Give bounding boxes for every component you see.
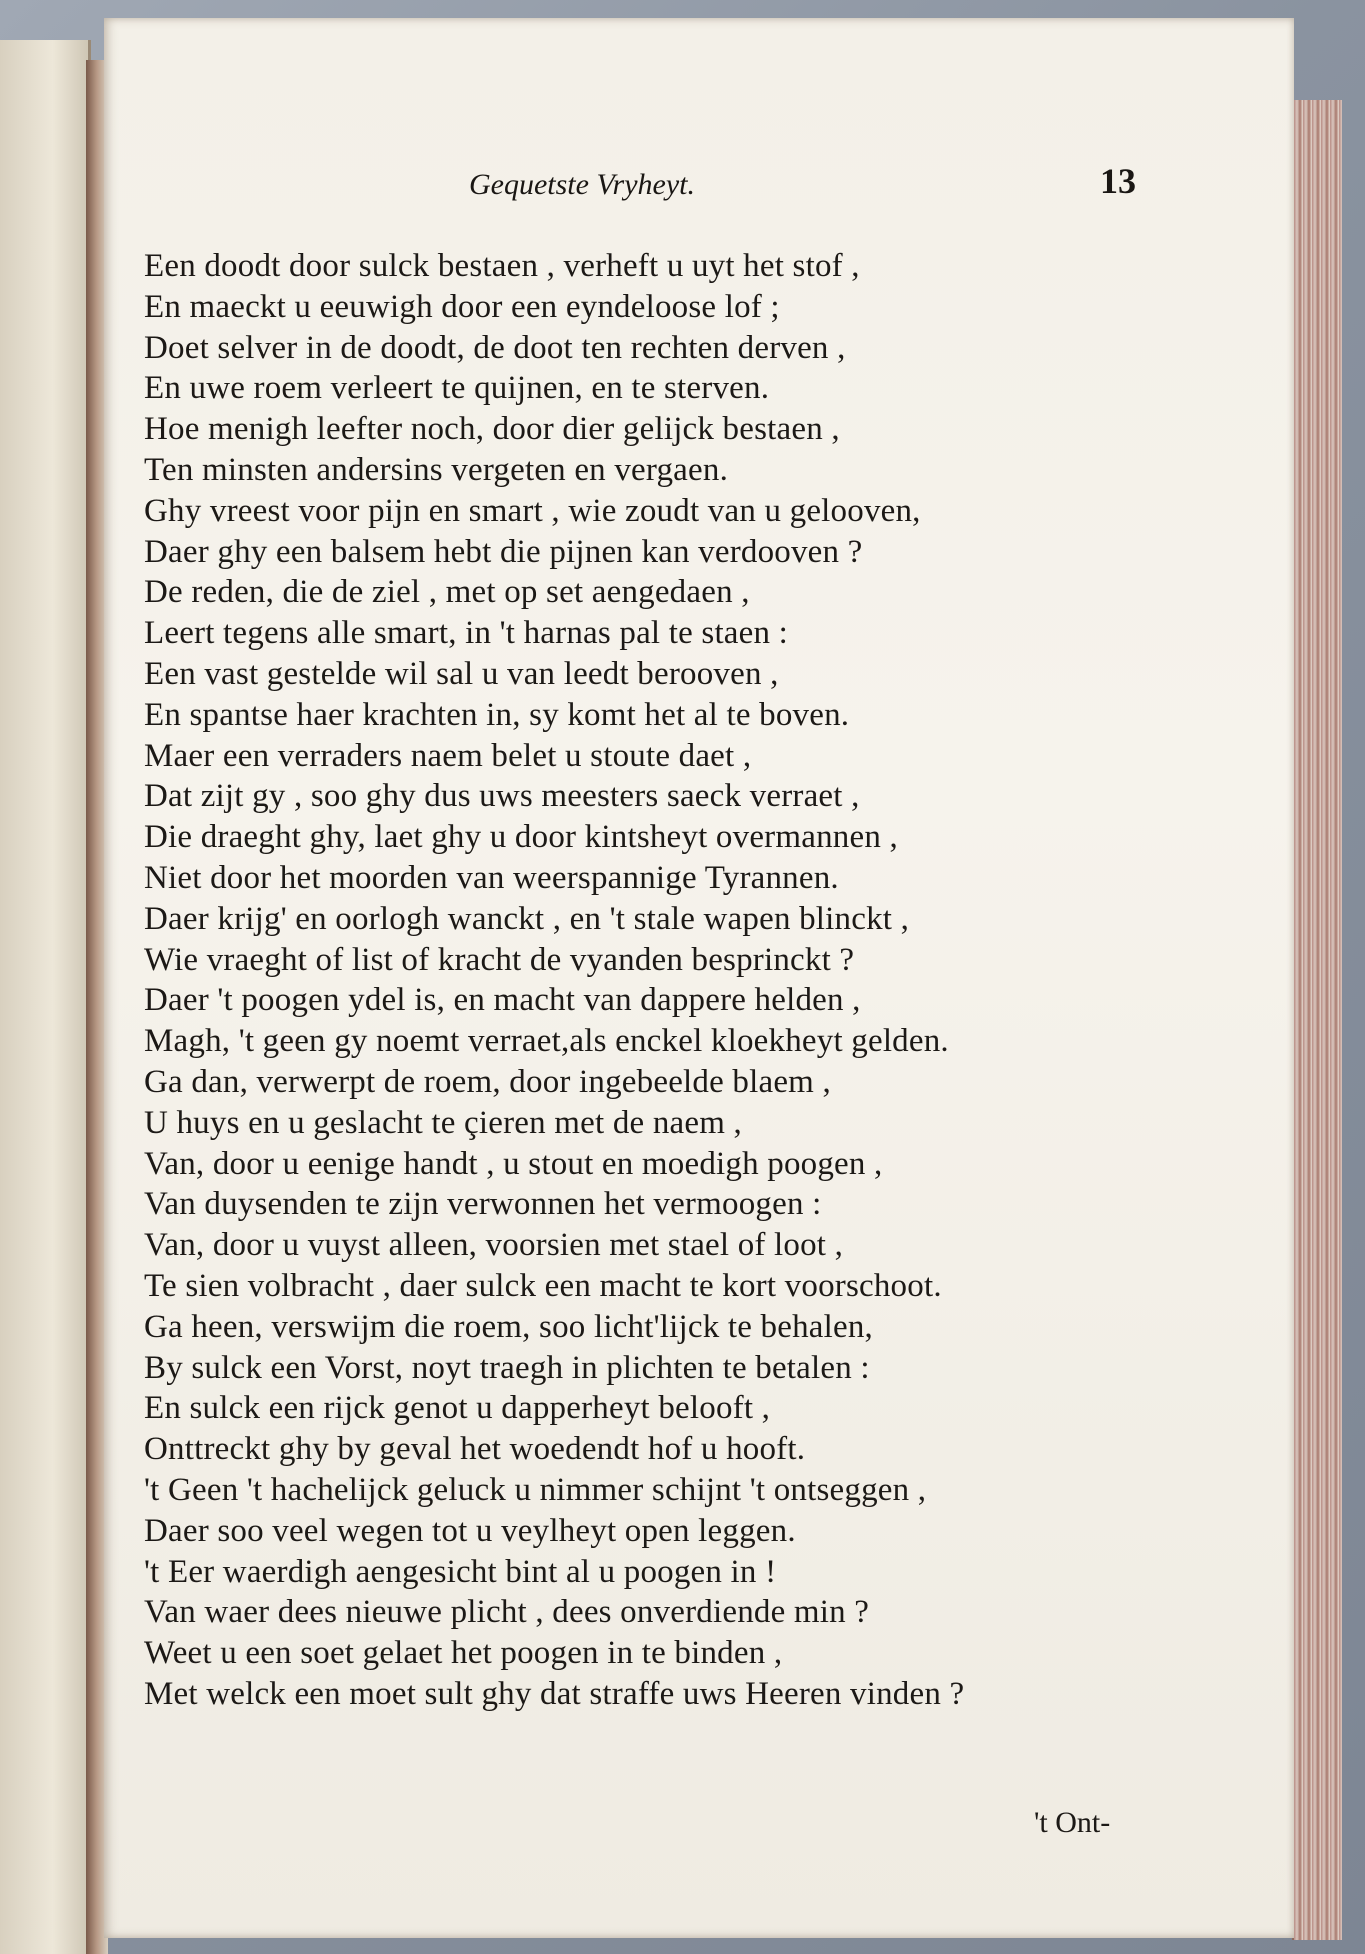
book-page xyxy=(104,18,1294,1938)
verse-line: Daer 't poogen ydel is, en macht van dappere helden , xyxy=(144,982,861,1019)
verse-line: Van, door u eenige handt , u stout en moedigh poogen , xyxy=(144,1145,883,1182)
verse-line: Onttreckt ghy by geval het woedendt hof u hooft. xyxy=(144,1431,806,1468)
page-header xyxy=(104,161,1294,228)
verse-line: Een vast gestelde wil sal u van leedt berooven , xyxy=(144,655,779,692)
verse-line: Leert tegens alle smart, in 't harnas pal te staen : xyxy=(144,615,789,652)
verse-line: Die draeght ghy, laet ghy u door kintsheyt overmannen , xyxy=(144,819,898,856)
verse-line: Maer een verraders naem belet u stoute daet , xyxy=(144,737,752,774)
verse-line: En uwe roem verleert te quijnen, en te sterven. xyxy=(144,370,770,407)
verse-line: U huys en u geslacht te çieren met de naem , xyxy=(144,1104,742,1141)
verse-line: Weet u een soet gelaet het poogen in te binden , xyxy=(144,1635,783,1672)
page-block-edge xyxy=(1292,100,1342,1940)
verse-line: Van, door u vuyst alleen, voorsien met stael of loot , xyxy=(144,1227,844,1264)
verse-line: Daer ghy een balsem hebt die pijnen kan verdooven ? xyxy=(144,533,863,570)
verse-line: Ghy vreest voor pijn en smart , wie zoudt van u gelooven, xyxy=(144,492,921,529)
verse-line: Daer krijg' en oorlogh wanckt , en 't stale wapen blinckt , xyxy=(144,900,910,937)
facing-page-edge xyxy=(0,40,91,1954)
catchword: 't Ont- xyxy=(1034,1806,1111,1839)
verse-line: De reden, die de ziel , met op set aengedaen , xyxy=(144,574,750,611)
verse-line: Van waer dees nieuwe plicht , dees onverdiende min ? xyxy=(144,1594,870,1631)
verse-line: En spantse haer krachten in, sy komt het al te boven. xyxy=(144,696,850,733)
verse-line: Ga heen, verswijm die roem, soo licht'lijck te behalen, xyxy=(144,1308,873,1345)
verse-line: Een doodt door sulck bestaen , verheft u uyt het stof , xyxy=(144,248,860,284)
verse-line: Magh, 't geen gy noemt verraet,als enckel kloekheyt gelden. xyxy=(144,1023,949,1060)
verse-line: Met welck een moet sult ghy dat straffe uws Heeren vinden ? xyxy=(144,1675,965,1712)
running-title: Gequetste Vryheyt. xyxy=(469,168,696,201)
page-number: 13 xyxy=(1100,161,1136,201)
verse-line: Doet selver in de doodt, de doot ten rechten derven , xyxy=(144,329,846,366)
verse-line: Wie vraeght of list of kracht de vyanden besprinckt ? xyxy=(144,941,855,978)
verse-line: En sulck een rijck genot u dapperheyt belooft , xyxy=(144,1390,771,1427)
verse-line: Hoe menigh leefter noch, door dier gelijck bestaen , xyxy=(144,411,840,448)
verse-line: 't Eer waerdigh aengesicht bint al u poogen in ! xyxy=(144,1553,777,1590)
verse-line: Ga dan, verwerpt de roem, door ingebeelde blaem , xyxy=(144,1063,831,1100)
verse-line: By sulck een Vorst, noyt traegh in plichten te betalen : xyxy=(144,1349,870,1386)
verse-line: Ten minsten andersins vergeten en vergaen. xyxy=(144,451,729,488)
verse-line: Daer soo veel wegen tot u veylheyt open leggen. xyxy=(144,1512,796,1549)
verse-line: 't Geen 't hachelijck geluck u nimmer schijnt 't ontseggen , xyxy=(144,1471,927,1508)
verse-line: Van duysenden te zijn verwonnen het vermoogen : xyxy=(144,1186,822,1223)
verse-line: En maeckt u eeuwigh door een eyndeloose lof ; xyxy=(144,288,780,325)
verse-line: Te sien volbracht , daer sulck een macht te kort voorschoot. xyxy=(144,1267,942,1304)
verse-block xyxy=(144,246,1184,1715)
verse-line: Dat zijt gy , soo ghy dus uws meesters saeck verraet , xyxy=(144,778,860,815)
verse-line: Niet door het moorden van weerspannige Tyrannen. xyxy=(144,859,839,896)
